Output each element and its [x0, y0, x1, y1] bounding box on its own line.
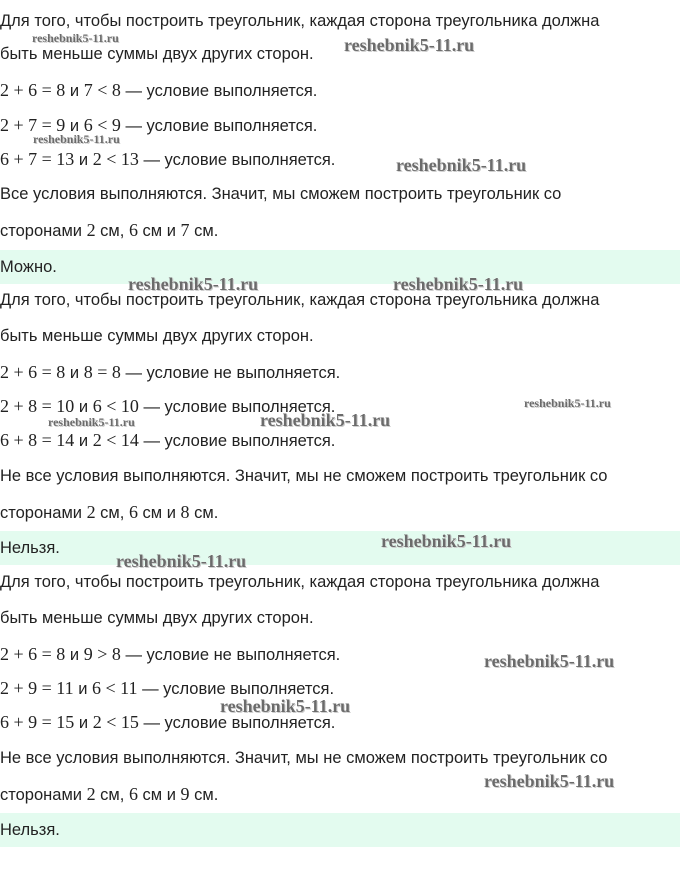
intro-line-2: быть меньше суммы двух других сторон.	[0, 45, 314, 63]
condition-text: — условие выполняется.	[138, 432, 336, 450]
sides-prefix: сторонами	[0, 222, 87, 240]
watermark: reshebnik5-11.ru	[48, 415, 135, 429]
watermark: reshebnik5-11.ru	[260, 410, 391, 430]
condition-line	[0, 148, 680, 170]
sides-prefix: сторонами	[0, 504, 87, 522]
condition-line	[0, 79, 680, 101]
and-word: и	[65, 364, 84, 382]
watermark: reshebnik5-11.ru	[344, 35, 475, 55]
side-unit: см,	[95, 786, 129, 804]
side-unit: см и	[137, 504, 181, 522]
watermark: reshebnik5-11.ru	[484, 651, 615, 671]
side-value: 8	[180, 502, 190, 522]
condition-text: — условие выполняется.	[120, 82, 318, 100]
side-unit: см и	[137, 786, 181, 804]
watermark: reshebnik5-11.ru	[220, 696, 351, 716]
side-value: 2	[86, 502, 96, 522]
math-expression: 2 + 7 = 9	[0, 115, 66, 135]
sides-prefix: сторонами	[0, 786, 87, 804]
side-unit: см.	[189, 504, 219, 522]
and-word: и	[65, 117, 84, 135]
math-inequality: 2 < 15	[92, 712, 139, 732]
math-expression: 2 + 6 = 8	[0, 362, 66, 382]
watermark: reshebnik5-11.ru	[393, 274, 524, 294]
side-value: 6	[128, 502, 138, 522]
intro-line-1: Для того, чтобы построить треугольник, каждая сторона треугольника должна	[0, 573, 600, 591]
math-inequality: 8 = 8	[83, 362, 121, 382]
and-word: и	[65, 82, 84, 100]
side-value: 9	[180, 784, 190, 804]
math-inequality: 7 < 8	[83, 80, 121, 100]
condition-text: — условие не выполняется.	[120, 646, 341, 664]
watermark: reshebnik5-11.ru	[128, 274, 259, 294]
and-word: и	[74, 151, 93, 169]
conclusion-line-2	[0, 219, 680, 241]
watermark: reshebnik5-11.ru	[484, 771, 615, 791]
condition-text: — условие выполняется.	[138, 151, 336, 169]
answer-box: Нельзя.	[0, 813, 680, 847]
math-expression: 2 + 6 = 8	[0, 644, 66, 664]
watermark: reshebnik5-11.ru	[381, 531, 512, 551]
math-expression: 2 + 8 = 10	[0, 396, 75, 416]
watermark: reshebnik5-11.ru	[396, 155, 527, 175]
condition-line	[0, 429, 680, 451]
math-inequality: 2 < 14	[92, 430, 139, 450]
condition-line	[0, 361, 680, 383]
and-word: и	[74, 432, 93, 450]
side-value: 6	[128, 220, 138, 240]
conclusion-line-1: Не все условия выполняются. Значит, мы не сможем построить треугольник со	[0, 749, 608, 767]
condition-text: — условие выполняется.	[138, 714, 336, 732]
side-unit: см.	[189, 786, 219, 804]
watermark: reshebnik5-11.ru	[524, 396, 611, 410]
watermark: reshebnik5-11.ru	[32, 31, 119, 45]
answer-box: Можно.	[0, 250, 680, 284]
intro-line-1: Для того, чтобы построить треугольник, каждая сторона треугольника должна	[0, 12, 600, 30]
math-expression: 6 + 8 = 14	[0, 430, 75, 450]
side-value: 7	[180, 220, 190, 240]
side-value: 2	[86, 220, 96, 240]
side-unit: см,	[95, 504, 129, 522]
math-inequality: 6 < 9	[83, 115, 121, 135]
and-word: и	[73, 680, 93, 698]
watermark: reshebnik5-11.ru	[116, 551, 247, 571]
side-unit: см и	[137, 222, 181, 240]
math-expression: 2 + 6 = 8	[0, 80, 66, 100]
side-unit: см.	[189, 222, 219, 240]
watermark: reshebnik5-11.ru	[33, 132, 120, 146]
math-inequality: 6 < 11	[92, 678, 138, 698]
side-value: 2	[86, 784, 96, 804]
conclusion-line-1: Не все условия выполняются. Значит, мы не сможем построить треугольник со	[0, 467, 608, 485]
conclusion-line-2	[0, 501, 680, 523]
and-word: и	[65, 646, 84, 664]
math-expression: 2 + 9 = 11	[0, 678, 74, 698]
math-expression: 6 + 9 = 15	[0, 712, 75, 732]
answer-box: Нельзя.	[0, 531, 680, 565]
math-expression: 6 + 7 = 13	[0, 149, 75, 169]
intro-line-2: быть меньше суммы двух других сторон.	[0, 609, 314, 627]
math-inequality: 2 < 13	[92, 149, 139, 169]
conclusion-line-1: Все условия выполняются. Значит, мы сможем построить треугольник со	[0, 185, 562, 203]
intro-line-2: быть меньше суммы двух других сторон.	[0, 327, 314, 345]
condition-text: — условие выполняется.	[138, 398, 336, 416]
condition-text: — условие не выполняется.	[120, 364, 341, 382]
condition-text: — условие выполняется.	[137, 680, 335, 698]
math-inequality: 9 > 8	[83, 644, 121, 664]
side-unit: см,	[95, 222, 129, 240]
side-value: 6	[128, 784, 138, 804]
and-word: и	[74, 398, 93, 416]
and-word: и	[74, 714, 93, 732]
condition-text: — условие выполняется.	[120, 117, 318, 135]
intro-line-1: Для того, чтобы построить треугольник, каждая сторона треугольника должна	[0, 291, 600, 309]
math-inequality: 6 < 10	[92, 396, 139, 416]
